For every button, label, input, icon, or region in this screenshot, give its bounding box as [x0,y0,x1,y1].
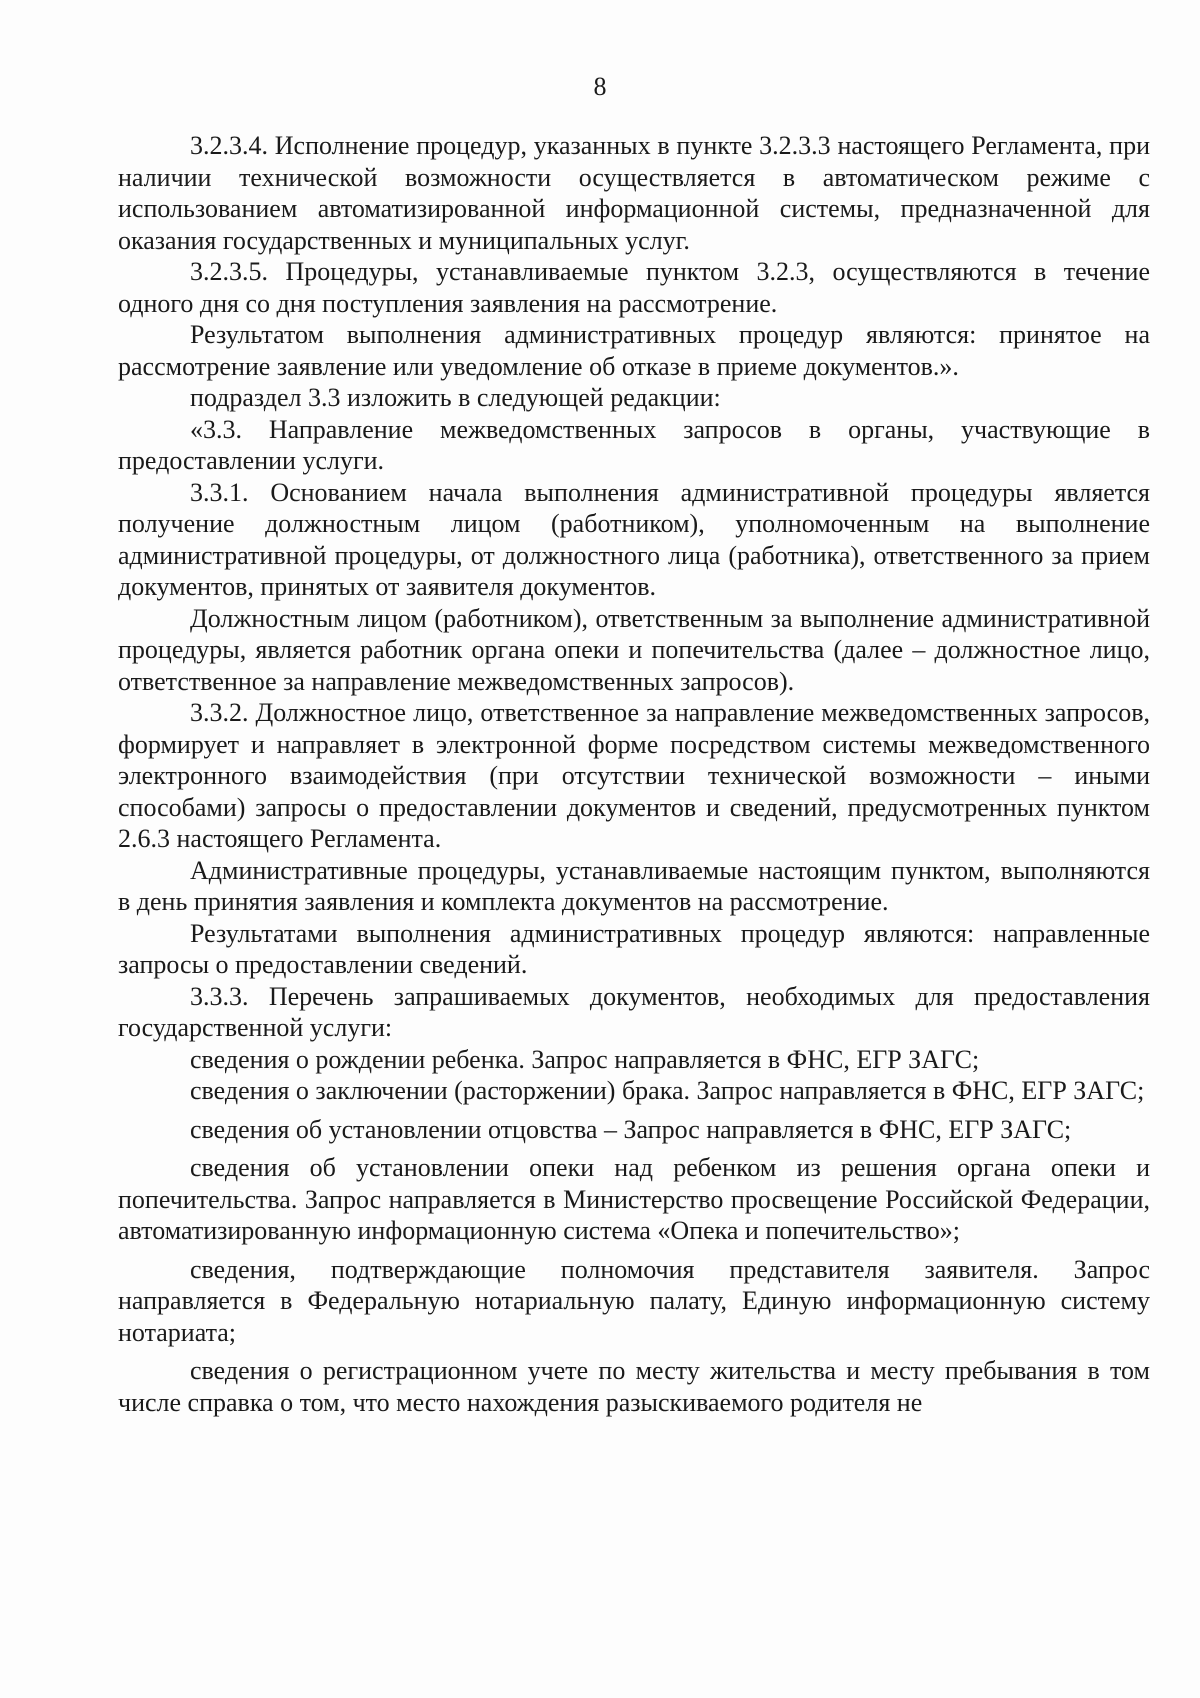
paragraph-3-2-3-5: 3.2.3.5. Процедуры, устанавливаемые пунктом 3.2.3, осуществляются в течение одного дня со дня поступления заявления на рассмотрение. [118,257,1150,318]
page-number: 8 [593,72,607,101]
paragraph-result-admin-procedures: Результатом выполнения административных процедур являются: принятое на рассмотрение заявление или уведомление об отказе в приеме документов.». [118,320,1150,381]
paragraph-3-3-1: 3.3.1. Основанием начала выполнения административной процедуры является получение должностным лицом (работником), уполномоченным на выполнение административной процедуры, от должностного лица (работника), ответственного за прием документов, принятых от заявителя документов. [118,477,1150,601]
paragraph-responsible-official: Должностным лицом (работником), ответственным за выполнение административной процедуры, является работник органа опеки и попечительства (далее – должностное лицо, ответственное за направление межведомственных запросов). [118,603,1150,696]
list-item-marriage-info: сведения о заключении (расторжении) брака. Запрос направляется в ФНС, ЕГР ЗАГС; [190,1076,1145,1105]
spacer [118,1247,1150,1254]
paragraph-section-3-3-heading: «3.3. Направление межведомственных запросов в органы, участвующие в предоставлении услуги. [118,414,1150,475]
list-item-guardianship-info: сведения об установлении опеки над ребенком из решения органа опеки и попечительства. Запрос направляется в Министерство просвещение Российской Федерации, автоматизированную информационную система «Опека и попечительство»; [118,1153,1150,1245]
list-item-paternity-info: сведения об установлении отцовства – Запрос направляется в ФНС, ЕГР ЗАГС; [190,1114,1072,1144]
list-item-representative-authority: сведения, подтверждающие полномочия представителя заявителя. Запрос направляется в Федеральную нотариальную палату, Единую информационную систему нотариата; [118,1254,1150,1347]
list-item-registration-info: сведения о регистрационном учете по месту жительства и месту пребывания в том числе справка о том, что место нахождения разыскиваемого родителя не [118,1356,1150,1417]
spacer [118,1107,1150,1114]
paragraph-3-3-2: 3.3.2. Должностное лицо, ответственное за направление межведомственных запросов, формирует и направляет в электронной форме посредством системы межведомственного электронного взаимодействия (при отсутствии технической возможности – иными способами) запросы о предоставлении документов и сведений, предусмотренных пунктом 2.6.3 настоящего Регламента. [118,698,1150,853]
spacer [118,1348,1150,1355]
paragraph-results-requests-sent: Результатами выполнения административных процедур являются: направленные запросы о предоставлении сведений. [118,918,1150,979]
paragraph-3-2-3-4: 3.2.3.4. Исполнение процедур, указанных в пункте 3.2.3.3 настоящего Регламента, при наличии технической возможности осуществляется в автоматическом режиме с использованием автоматизированной информационной системы, предназначенной для оказания государственных и муниципальных услуг. [118,131,1150,255]
paragraph-subsection-3-3-intro: подраздел 3.3 изложить в следующей редакции: [190,383,721,412]
paragraph-procedures-same-day: Административные процедуры, устанавливаемые настоящим пунктом, выполняются в день принятия заявления и комплекта документов на рассмотрение. [118,855,1150,916]
list-item-birth-info: сведения о рождении ребенка. Запрос направляется в ФНС, ЕГР ЗАГС; [190,1044,980,1074]
document-body [118,130,1150,1418]
spacer [118,1145,1150,1152]
paragraph-3-3-3: 3.3.3. Перечень запрашиваемых документов, необходимых для предоставления государственной услуги: [118,981,1150,1042]
